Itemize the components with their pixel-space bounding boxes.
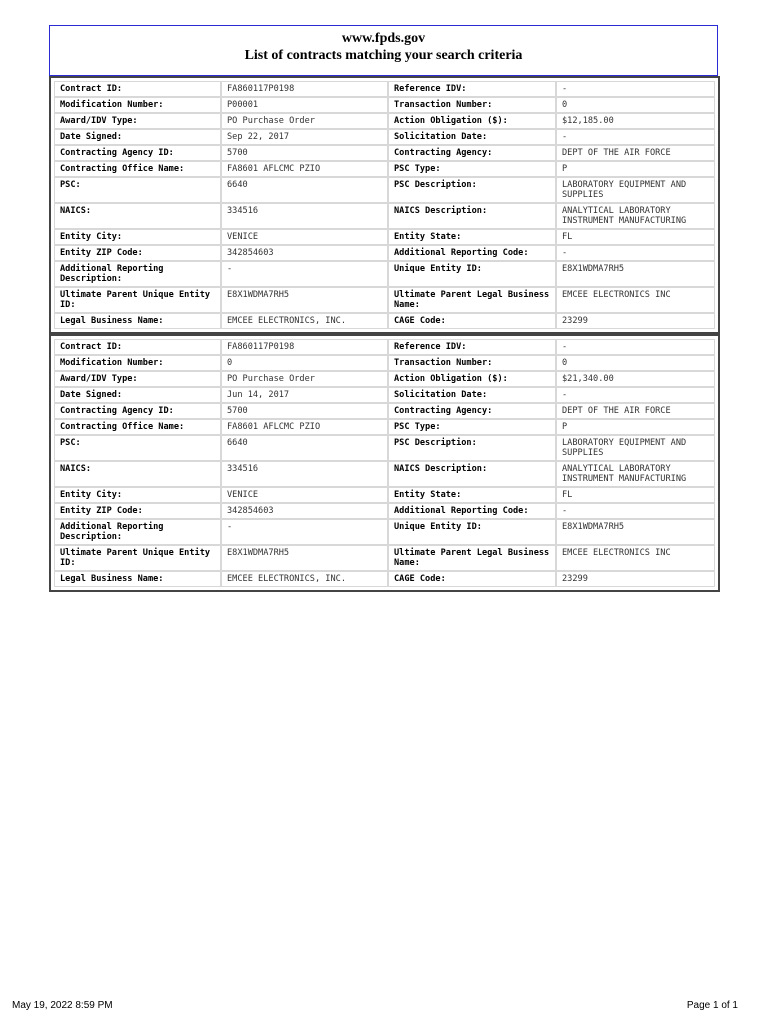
table-row [55,488,714,502]
field-label: Contracting Agency: [389,146,555,160]
field-value: - [557,340,714,354]
field-label: Date Signed: [55,388,220,402]
field-label: Entity City: [55,488,220,502]
field-value: 0 [557,356,714,370]
field-label: Entity City: [55,230,220,244]
table-row [55,572,714,586]
field-value: - [557,388,714,402]
contract-record-table [53,338,716,588]
field-label: PSC Type: [389,162,555,176]
field-label: Legal Business Name: [55,572,220,586]
field-value: EMCEE ELECTRONICS, INC. [222,314,387,328]
field-label: Unique Entity ID: [389,520,555,544]
field-value: DEPT OF THE AIR FORCE [557,146,714,160]
site-name: www.fpds.gov [341,31,426,46]
field-label: Additional Reporting Code: [389,504,555,518]
field-value: ANALYTICAL LABORATORY INSTRUMENT MANUFACTURING [557,462,714,486]
table-row [55,372,714,386]
field-label: Ultimate Parent Unique Entity ID: [55,288,220,312]
table-row [55,546,714,570]
field-value: FL [557,488,714,502]
field-value: 334516 [222,204,387,228]
field-value: E8X1WDMA7RH5 [557,520,714,544]
table-row [55,204,714,228]
field-label: Date Signed: [55,130,220,144]
table-row [55,356,714,370]
field-label: Contracting Agency ID: [55,404,220,418]
field-value: - [557,504,714,518]
field-value: PO Purchase Order [222,114,387,128]
field-label: PSC: [55,436,220,460]
field-label: PSC Description: [389,436,555,460]
table-row [55,504,714,518]
field-value: - [222,262,387,286]
field-label: NAICS Description: [389,204,555,228]
field-label: Contracting Office Name: [55,420,220,434]
field-value: 5700 [222,404,387,418]
field-value: FA8601 AFLCMC PZIO [222,162,387,176]
print-timestamp: May 19, 2022 8:59 PM [12,1000,113,1011]
field-label: Legal Business Name: [55,314,220,328]
field-label: Action Obligation ($): [389,114,555,128]
field-value: Sep 22, 2017 [222,130,387,144]
table-row [55,462,714,486]
field-label: Solicitation Date: [389,130,555,144]
field-label: Ultimate Parent Legal Business Name: [389,288,555,312]
field-value: VENICE [222,230,387,244]
field-value: E8X1WDMA7RH5 [222,546,387,570]
field-value: P00001 [222,98,387,112]
field-value: - [557,82,714,96]
table-row [55,520,714,544]
table-row [55,340,714,354]
field-label: Award/IDV Type: [55,372,220,386]
field-label: PSC Type: [389,420,555,434]
field-value: 6640 [222,178,387,202]
field-value: 334516 [222,462,387,486]
field-label: PSC: [55,178,220,202]
table-row [55,288,714,312]
field-label: Contracting Agency ID: [55,146,220,160]
table-row [55,146,714,160]
table-row [55,230,714,244]
field-value: DEPT OF THE AIR FORCE [557,404,714,418]
field-value: - [222,520,387,544]
field-value: E8X1WDMA7RH5 [557,262,714,286]
field-label: Transaction Number: [389,356,555,370]
field-label: CAGE Code: [389,572,555,586]
field-label: Entity ZIP Code: [55,246,220,260]
field-label: PSC Description: [389,178,555,202]
field-value: ANALYTICAL LABORATORY INSTRUMENT MANUFACTURING [557,204,714,228]
field-value: - [557,246,714,260]
field-value: 6640 [222,436,387,460]
field-value: FA860117P0198 [222,82,387,96]
field-label: NAICS Description: [389,462,555,486]
table-row [55,130,714,144]
records-list [49,76,720,592]
field-value: 342854603 [222,504,387,518]
field-value: FA860117P0198 [222,340,387,354]
field-value: FL [557,230,714,244]
field-label: Entity ZIP Code: [55,504,220,518]
field-value: Jun 14, 2017 [222,388,387,402]
field-label: Modification Number: [55,98,220,112]
field-label: Contract ID: [55,82,220,96]
field-label: Contract ID: [55,340,220,354]
table-row [55,404,714,418]
field-value: EMCEE ELECTRONICS, INC. [222,572,387,586]
page-number: Page 1 of 1 [686,1000,738,1011]
field-value: P [557,420,714,434]
field-value: LABORATORY EQUIPMENT AND SUPPLIES [557,178,714,202]
field-value: P [557,162,714,176]
field-label: Action Obligation ($): [389,372,555,386]
field-label: Ultimate Parent Legal Business Name: [389,546,555,570]
field-value: 0 [222,356,387,370]
field-value: 23299 [557,572,714,586]
field-label: NAICS: [55,204,220,228]
field-label: Additional Reporting Description: [55,520,220,544]
field-value: 5700 [222,146,387,160]
field-label: CAGE Code: [389,314,555,328]
field-value: EMCEE ELECTRONICS INC [557,288,714,312]
field-value: $21,340.00 [557,372,714,386]
field-label: Additional Reporting Code: [389,246,555,260]
field-label: Entity State: [389,230,555,244]
table-row [55,114,714,128]
field-value: VENICE [222,488,387,502]
field-label: Additional Reporting Description: [55,262,220,286]
field-label: Reference IDV: [389,340,555,354]
field-label: Ultimate Parent Unique Entity ID: [55,546,220,570]
field-label: Contracting Office Name: [55,162,220,176]
field-label: NAICS: [55,462,220,486]
field-label: Entity State: [389,488,555,502]
field-value: 0 [557,98,714,112]
contract-record [49,76,720,334]
table-row [55,98,714,112]
table-row [55,388,714,402]
field-label: Modification Number: [55,356,220,370]
contract-record-table [53,80,716,330]
page-header [49,25,718,76]
field-value: 342854603 [222,246,387,260]
field-label: Unique Entity ID: [389,262,555,286]
field-value: FA8601 AFLCMC PZIO [222,420,387,434]
table-row [55,314,714,328]
field-value: $12,185.00 [557,114,714,128]
field-label: Transaction Number: [389,98,555,112]
field-label: Award/IDV Type: [55,114,220,128]
table-row [55,178,714,202]
field-label: Solicitation Date: [389,388,555,402]
table-row [55,262,714,286]
page-title: List of contracts matching your search criteria [244,48,523,63]
table-row [55,82,714,96]
field-value: - [557,130,714,144]
contract-record [49,334,720,592]
field-value: E8X1WDMA7RH5 [222,288,387,312]
field-value: LABORATORY EQUIPMENT AND SUPPLIES [557,436,714,460]
table-row [55,162,714,176]
table-row [55,420,714,434]
field-value: PO Purchase Order [222,372,387,386]
table-row [55,246,714,260]
field-value: EMCEE ELECTRONICS INC [557,546,714,570]
field-label: Reference IDV: [389,82,555,96]
table-row [55,436,714,460]
field-label: Contracting Agency: [389,404,555,418]
field-value: 23299 [557,314,714,328]
